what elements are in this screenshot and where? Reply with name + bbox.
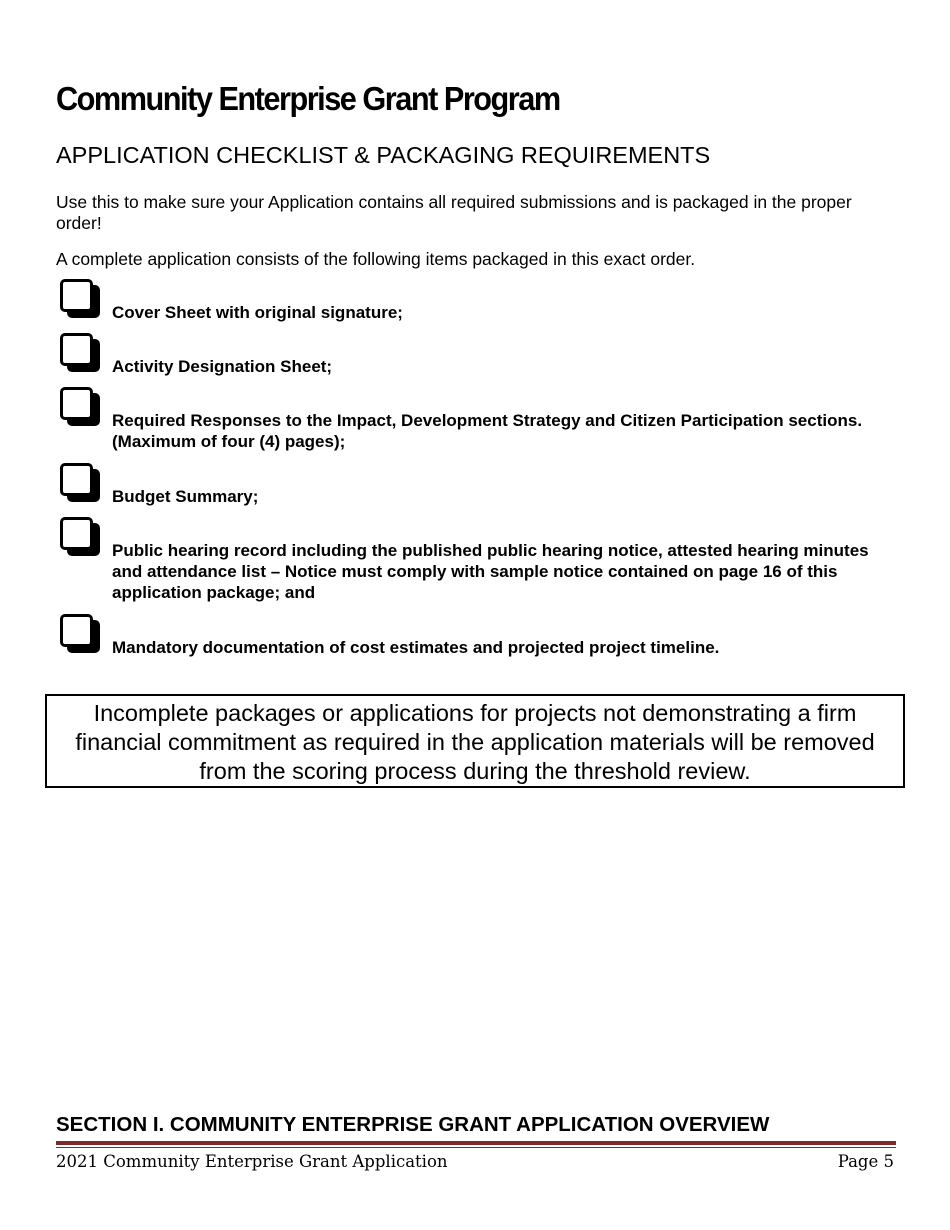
checklist-item[interactable] <box>56 614 886 660</box>
checklist-item-label: Cover Sheet with original signature; <box>112 303 403 322</box>
notice-box <box>45 694 905 788</box>
checkbox-icon[interactable] <box>60 614 98 650</box>
checklist-item[interactable] <box>56 517 886 607</box>
section-heading: SECTION I. COMMUNITY ENTERPRISE GRANT APPLICATION OVERVIEW <box>56 1113 770 1136</box>
page-subtitle: APPLICATION CHECKLIST & PACKAGING REQUIREMENTS <box>56 142 711 168</box>
checklist-item[interactable] <box>56 333 886 379</box>
footer-divider-thin <box>56 1147 896 1148</box>
footer-divider <box>56 1141 896 1145</box>
footer-document-name: 2021 Community Enterprise Grant Application <box>56 1152 448 1171</box>
notice-text: Incomplete packages or applications for projects not demonstrating a firm financial commitment as required in the application materials will be removed from the scoring process during the threshold review. <box>75 700 875 784</box>
order-note-text: A complete application consists of the following items packaged in this exact order. <box>56 249 696 269</box>
checklist-item-label: Activity Designation Sheet; <box>112 357 333 376</box>
footer-page-number: Page 5 <box>837 1152 894 1171</box>
checklist-item-label: Budget Summary; <box>112 487 259 506</box>
checkbox-icon[interactable] <box>60 333 98 369</box>
checklist-item[interactable] <box>56 463 886 509</box>
checkbox-icon[interactable] <box>60 517 98 553</box>
checklist-item-label: Public hearing record including the published public hearing notice, attested hearing minutes and attendance list – Notice must comply with sample notice contained on page 16 of this application package; and <box>112 541 869 602</box>
checkbox-icon[interactable] <box>60 463 98 499</box>
checklist-item-label: Required Responses to the Impact, Development Strategy and Citizen Participation sections. (Maximum of four (4) pages); <box>112 411 863 451</box>
checkbox-icon[interactable] <box>60 387 98 423</box>
instructions-text: Use this to make sure your Application contains all required submissions and is packaged in the proper order! <box>56 192 852 233</box>
checklist-item-label: Mandatory documentation of cost estimates and projected project timeline. <box>112 638 720 657</box>
page-title: Community Enterprise Grant Program <box>56 80 560 117</box>
checklist-item[interactable] <box>56 279 886 325</box>
checklist-item[interactable] <box>56 387 886 455</box>
checkbox-icon[interactable] <box>60 279 98 315</box>
